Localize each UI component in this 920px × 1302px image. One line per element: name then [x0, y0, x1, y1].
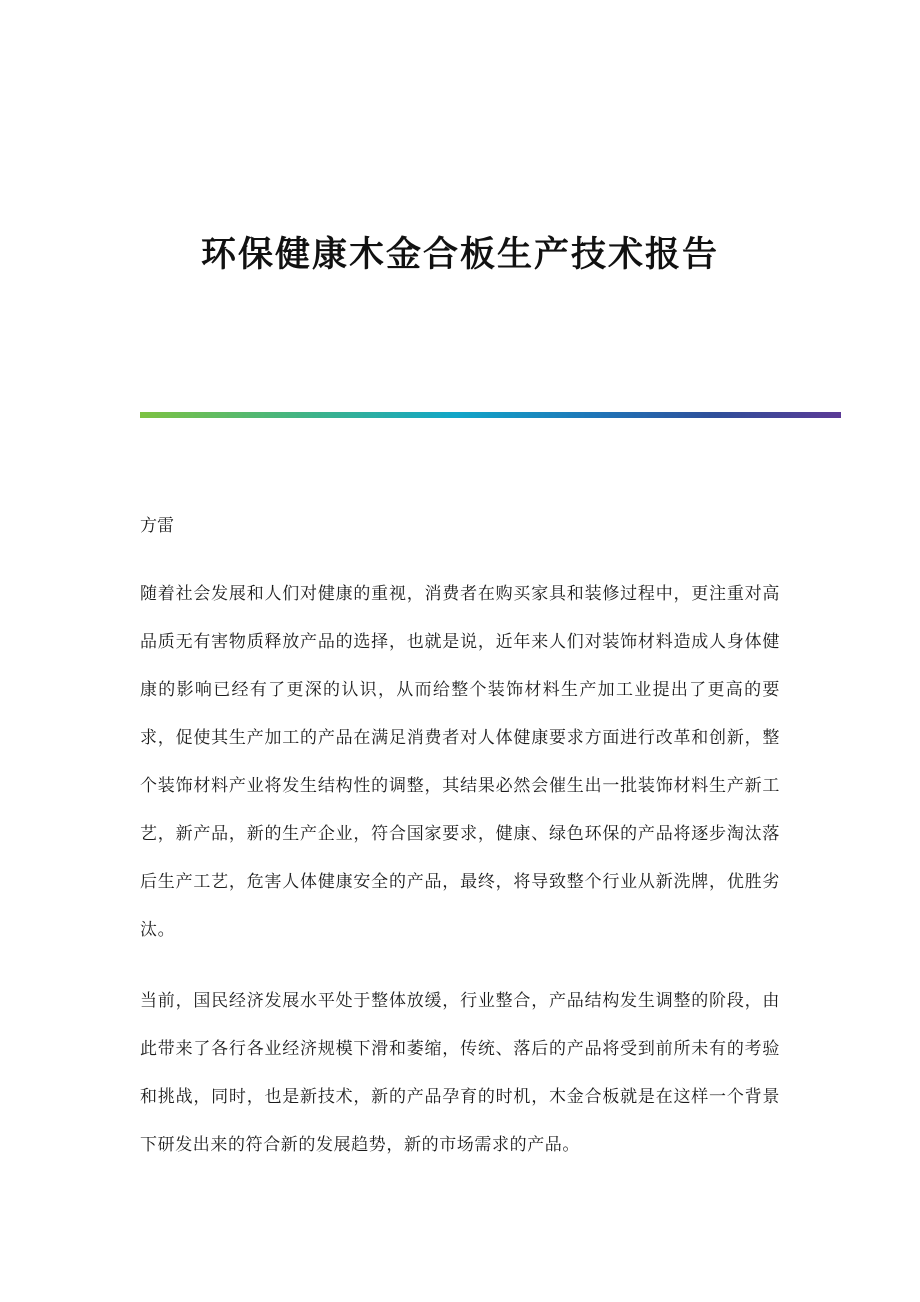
body-paragraph: 当前，国民经济发展水平处于整体放缓，行业整合，产品结构发生调整的阶段，由此带来了各行各业经济规模下滑和萎缩，传统、落后的产品将受到前所未有的考验和挑战，同时，也是新技术，新的产品孕育的时机，木金合板就是在这样一个背景下研发出来的符合新的发展趋势，新的市场需求的产品。 — [140, 991, 780, 1155]
author-name: 方雷 — [140, 516, 174, 536]
document-title: 环保健康木金合板生产技术报告 — [200, 234, 719, 275]
title-divider — [140, 412, 841, 418]
body-paragraph: 随着社会发展和人们对健康的重视，消费者在购买家具和装修过程中，更注重对高品质无有害物质释放产品的选择，也就是说，近年来人们对装饰材料造成人身体健康的影响已经有了更深的认识，从而给整个装饰材料生产加工业提出了更高的要求，促使其生产加工的产品在满足消费者对人体健康要求方面进行改革和创新，整个装饰材料产业将发生结构性的调整，其结果必然会催生出一批装饰材料生产新工艺，新产品，新的生产企业，符合国家要求，健康、绿色环保的产品将逐步淘汰落后生产工艺，危害人体健康安全的产品，最终，将导致整个行业从新洗牌，优胜劣汰。 — [140, 584, 780, 940]
